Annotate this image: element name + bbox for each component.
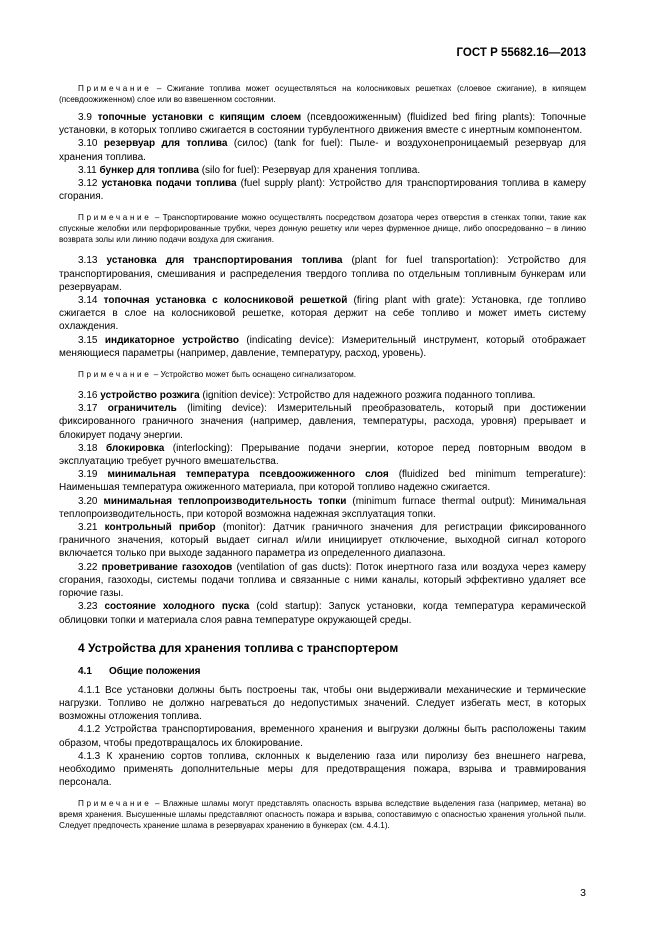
term-name: топочные установки с кипящим слоем: [97, 112, 302, 123]
term-number: 3.9: [78, 112, 92, 123]
term-name: минимальная температура псевдоожиженного слоя: [107, 469, 389, 481]
term-3-11: [59, 164, 586, 177]
section-4-1-paragraphs: [59, 684, 586, 790]
term-number: 3.14: [78, 295, 98, 307]
paragraph-4-1-1: 4.1.1 Все установки должны быть построены так, чтобы они выдерживали механические и термические нагрузки. Топливо не должно нагреваться до недопустимых значений. Следует избегать мест, в которых возможны отложения топлива.: [59, 684, 586, 723]
term-3-13: [59, 254, 586, 294]
term-definition: (firing plant with grate): Установка, где топливо сжигается в слое на колосниковой решетке, которая держит на себе топливо и может иметь систему охлаждения.: [59, 295, 587, 333]
subsection-number: 4.1: [78, 665, 92, 677]
term-number: 3.11: [78, 164, 97, 176]
note-text: – Влажные шламы могут представлять опасность взрыва вследствие выделения газа (например, метана) во время хранения. Высушенные шламы представляют опасность пожара и взрыва, сопоставимую с опасностью хранения угольной пыли. Следует предпочесть хранение шлама в резервуарах хранению в бункерах (см. 4.4.1).: [59, 799, 586, 831]
term-definition: (fluidized bed minimum temperature): Наименьшая температура ожиженного материала, при которой топливо надежно сжигается.: [59, 469, 587, 494]
term-definition: (interlocking): Прерывание подачи энергии, которое перед повторным вводом в эксплуатацию требует ручного вмешательства.: [59, 442, 586, 468]
note-label: Примечание: [78, 84, 152, 93]
term-number: 3.18: [78, 442, 98, 454]
term-number: 3.17: [78, 403, 98, 415]
term-name: минимальная теплопроизводительность топки: [103, 495, 347, 507]
term-definition: (cold startup): Запуск установки, когда температура керамической облицовки топки и материала слоя равна температуре окружающей среды.: [59, 601, 587, 626]
subsection-title: Общие положения: [109, 665, 201, 677]
term-number: 3.10: [78, 138, 98, 150]
term-name: бункер для топлива: [99, 164, 199, 176]
term-number: 3.21: [78, 522, 98, 534]
note-label: Примечание: [78, 213, 152, 223]
term-3-10: [59, 137, 586, 163]
paragraph-4-1-2: 4.1.2 Устройства транспортирования, временного хранения и выгрузки должны быть расположены таким образом, чтобы предотвращалось их блокирование.: [59, 724, 586, 749]
term-3-18: [59, 442, 586, 468]
note-sludge: [59, 798, 586, 831]
term-definition: (indicating device): Измерительный инструмент, который отображает меняющиеся параметры (например, давление, температуру, расход, уровень).: [59, 334, 587, 359]
term-name: установка подачи топлива: [101, 178, 237, 190]
term-3-15: [59, 334, 586, 360]
term-3-23: [59, 600, 586, 626]
term-name: топочная установка с колосниковой решеткой: [103, 295, 348, 307]
term-name: блокировка: [105, 442, 165, 454]
term-definition: (minimum furnace thermal output): Минимальная теплопроизводительность, при которой возможна надежная эксплуатация топки.: [59, 495, 587, 520]
note-combustion: [59, 83, 586, 105]
terms-group-b: [59, 254, 586, 360]
term-definition: (ventilation of gas ducts): Поток инертного газа или воздуха через камеру сгорания, газоходы, системы подачи топлива и связанные с ними каналы, который эффективно удаляет все горючие газы.: [59, 561, 586, 600]
term-name: установка для транспортирования топлива: [106, 255, 343, 267]
term-definition: (silo for fuel): Резервуар для хранения топлива.: [201, 164, 421, 176]
term-3-12: [59, 177, 586, 203]
term-number: 3.22: [78, 561, 98, 573]
term-number: 3.13: [78, 255, 98, 267]
term-definition: (силос) (tank for fuel): Пыле- и воздухонепроницаемый резервуар для хранения топлива.: [59, 138, 586, 163]
note-transport: [59, 212, 586, 245]
term-3-22: [59, 561, 586, 601]
page-body: [59, 83, 586, 831]
note-label: Примечание: [78, 799, 152, 809]
term-3-20: [59, 495, 586, 521]
term-definition: (monitor): Датчик граничного значения для регистрации фиксированного граничного значения, который выдает сигнал и/или инициирует отключение, выходной сигнал которого включается только при выходе заданного параметра из определенного диапазона.: [59, 522, 587, 560]
term-name: устройство розжига: [100, 390, 200, 402]
term-3-9: [59, 111, 586, 137]
term-number: 3.16: [78, 390, 98, 402]
term-definition: (ignition device): Устройство для надежного розжига поданного топлива.: [202, 390, 536, 402]
note-text: – Устройство может быть оснащено сигнализатором.: [153, 370, 357, 380]
term-3-19: [59, 468, 586, 494]
term-name: контрольный прибор: [104, 522, 216, 534]
note-indicator: [59, 369, 586, 380]
term-3-21: [59, 521, 586, 561]
term-name: состояние холодного пуска: [104, 601, 250, 613]
section-4-heading: 4 Устройства для хранения топлива с транспортером: [78, 640, 399, 655]
term-definition: (fuel supply plant): Устройство для транспортирования топлива в камеру сгорания.: [59, 178, 587, 203]
term-definition: (plant for fuel transportation): Устройство для транспортирования, смешивания и распределения твердого топлива по отдельным топливным бункерам или резервуарам.: [59, 255, 587, 293]
term-number: 3.23: [78, 601, 98, 613]
term-number: 3.15: [78, 334, 98, 346]
term-number: 3.12: [78, 178, 98, 190]
term-name: ограничитель: [107, 403, 177, 415]
term-3-17: [59, 402, 586, 442]
term-name: резервуар для топлива: [103, 138, 228, 150]
note-label: Примечание: [78, 370, 152, 380]
subsection-4-1-heading: [59, 665, 586, 678]
page-number: 3: [580, 887, 586, 899]
document-id-header: ГОСТ Р 55682.16—2013: [456, 47, 586, 59]
term-3-14: [59, 294, 586, 334]
paragraph-4-1-3: 4.1.3 К хранению сортов топлива, склонных к выделению газа или пиролизу без внешнего нагрева, необходимо применять дополнительные меры для предотвращения пожара, взрыва и травмирования персонала.: [59, 750, 586, 789]
terms-group-c: [59, 389, 586, 627]
term-number: 3.19: [78, 469, 98, 481]
note-text: – Сжигание топлива может осуществляться на колосниковых решетках (слоевое сжигание), в кипящем (псевдоожиженном) слое или во взвешенном состоянии.: [59, 84, 586, 104]
term-3-16: [59, 389, 586, 402]
term-definition: (псевдоожиженным) (fluidized bed firing plants): Топочные установки, в которых топливо сжигается в состоянии турбулентного движения вместе с инертным компонентом.: [59, 112, 587, 137]
term-number: 3.20: [78, 495, 98, 507]
term-name: проветривание газоходов: [101, 561, 233, 573]
term-name: индикаторное устройство: [104, 334, 239, 346]
terms-group-a: [59, 111, 586, 203]
term-definition: (limiting device): Измерительный преобразователь, который при достижении фиксированного граничного значения (например, давления, температуры, расхода, уровня) прерывает и блокирует подачу энергии.: [59, 403, 587, 441]
note-text: – Транспортирование можно осуществлять посредством дозатора через отверстия в стенках топки, такие как спускные желобки или перфорированные трубки, через донную решетку или через фурменное днище, либо опосредованно – в линию возврата золы или линию подачи воздуха для сжигания.: [59, 213, 586, 245]
